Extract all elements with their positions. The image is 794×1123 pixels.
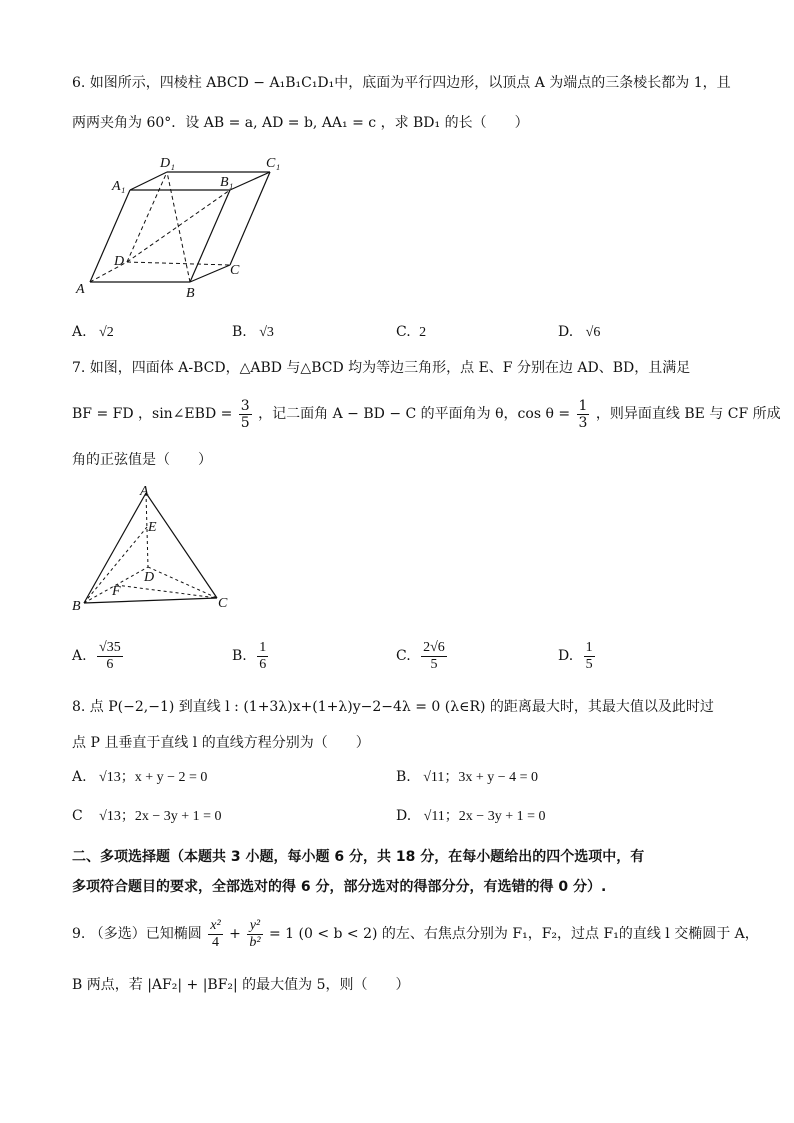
fraction-denominator: 5 bbox=[240, 414, 250, 431]
q6-stem-line2: 两两夹角为 60°．设 AB = a, AD = b, AA₁ = c ，求 BD₁ 的长（ ） bbox=[72, 115, 529, 131]
q6-option-c[interactable] bbox=[396, 322, 426, 343]
option-letter: D. bbox=[396, 808, 412, 824]
option-value: √11；2x − 3y + 1 = 0 bbox=[423, 809, 546, 824]
q9-fraction-x bbox=[208, 918, 222, 951]
fraction-denominator: 3 bbox=[578, 414, 588, 431]
q8-option-b[interactable] bbox=[396, 767, 538, 788]
option-value: √13；2x − 3y + 1 = 0 bbox=[99, 809, 222, 824]
fraction-denominator: 6 bbox=[259, 656, 267, 672]
option-letter: D. bbox=[558, 324, 574, 340]
q6-option-a[interactable] bbox=[72, 322, 114, 343]
option-letter: C. bbox=[396, 648, 411, 664]
q6-prism-figure bbox=[72, 150, 292, 305]
label-A: A bbox=[140, 484, 149, 499]
label-D: D bbox=[144, 570, 155, 585]
option-value: √6 bbox=[585, 325, 601, 340]
q6-option-b[interactable] bbox=[232, 322, 274, 343]
option-value: √13；x + y − 2 = 0 bbox=[99, 770, 208, 785]
label-D1: D₁ bbox=[160, 156, 175, 171]
label-B: B bbox=[186, 286, 195, 301]
fraction-numerator: √35 bbox=[99, 639, 121, 655]
label-F: F bbox=[112, 584, 121, 599]
q8-stem-line1: 8. 点 P(−2,−1) 到直线 l : (1+3λ)x+(1+λ)y−2−4λ = 0 (λ∈R) 的距离最大时，其最大值以及此时过 bbox=[72, 699, 714, 715]
q7-tetrahedron-figure bbox=[72, 483, 242, 613]
fraction-denominator: 6 bbox=[106, 656, 114, 672]
fraction-numerator: 2√6 bbox=[423, 639, 445, 655]
q9-stem-line2: B 两点，若 |AF₂| + |BF₂| 的最大值为 5，则（ ） bbox=[72, 977, 410, 993]
label-B1: B₁ bbox=[220, 175, 234, 190]
q7-fraction-cos bbox=[577, 398, 590, 431]
q7-fraction-sin bbox=[239, 398, 252, 431]
label-C1: C₁ bbox=[266, 156, 281, 171]
option-letter: C. bbox=[396, 324, 411, 340]
fraction-numerator: 1 bbox=[259, 639, 267, 655]
q7-text-b: ，记二面角 A − BD − C 的平面角为 θ，cos θ = bbox=[258, 406, 571, 422]
section2-heading-line1: 二、多项选择题（本题共 3 小题，每小题 6 分，共 18 分，在每小题给出的四个选项中，有 bbox=[72, 849, 645, 865]
fraction-denominator: b² bbox=[249, 934, 261, 950]
fraction-numerator: 1 bbox=[578, 397, 588, 414]
q7-option-a[interactable] bbox=[72, 636, 125, 676]
q7-stem-line1: 7. 如图，四面体 A-BCD，△ABD 与△BCD 均为等边三角形，点 E、F 分别在边 AD、BD，且满足 bbox=[72, 360, 691, 376]
option-value: √2 bbox=[99, 325, 114, 340]
q7-stem-line3: 角的正弦值是（ ） bbox=[72, 452, 212, 468]
option-fraction bbox=[421, 640, 447, 673]
label-A: A bbox=[76, 282, 85, 297]
label-B: B bbox=[72, 599, 81, 613]
q7-text-c: ，则异面直线 BE 与 CF 所成 bbox=[595, 406, 781, 422]
q7-option-d[interactable] bbox=[558, 636, 597, 676]
option-letter: A. bbox=[72, 769, 87, 785]
fraction-denominator: 5 bbox=[585, 656, 593, 672]
label-C: C bbox=[230, 263, 240, 278]
fraction-denominator: 4 bbox=[211, 934, 219, 950]
option-letter: B. bbox=[396, 769, 411, 785]
q6-stem-line1: 6. 如图所示，四棱柱 ABCD − A₁B₁C₁D₁中，底面为平行四边形，以顶点 A 为端点的三条棱长都为 1，且 bbox=[72, 75, 731, 91]
q9-fraction-y bbox=[247, 918, 262, 951]
fraction-numerator: 1 bbox=[585, 639, 593, 655]
option-letter: B. bbox=[232, 648, 247, 664]
label-D: D bbox=[114, 254, 125, 269]
option-value: √11；3x + y − 4 = 0 bbox=[423, 770, 539, 785]
option-letter: A. bbox=[72, 648, 87, 664]
q7-stem-line2 bbox=[72, 396, 781, 432]
q9-stem-line1 bbox=[72, 916, 759, 952]
option-fraction bbox=[97, 640, 123, 673]
q7-option-b[interactable] bbox=[232, 636, 270, 676]
label-E: E bbox=[148, 520, 157, 535]
option-letter: C bbox=[72, 808, 83, 824]
q6-option-d[interactable] bbox=[558, 322, 600, 343]
section2-heading-line2: 多项符合题目的要求，全部选对的得 6 分，部分选对的得部分分，有选错的得 0 分）. bbox=[72, 879, 607, 895]
q8-option-c[interactable] bbox=[72, 806, 222, 827]
option-letter: A. bbox=[72, 324, 87, 340]
fraction-numerator: y² bbox=[247, 918, 262, 935]
q8-stem-line2: 点 P 且垂直于直线 l 的直线方程分别为（ ） bbox=[72, 735, 370, 751]
option-fraction bbox=[584, 640, 595, 673]
q7-option-c[interactable] bbox=[396, 636, 449, 676]
q9-text-b: = 1 (0 < b < 2) 的左、右焦点分别为 F₁，F₂，过点 F₁的直线 l 交椭圆于 A， bbox=[268, 926, 759, 942]
option-letter: B. bbox=[232, 324, 247, 340]
q8-option-a[interactable] bbox=[72, 767, 207, 788]
q9-text-a: 9. （多选）已知椭圆 bbox=[72, 926, 202, 942]
fraction-numerator: x² bbox=[210, 917, 221, 933]
option-value: √3 bbox=[259, 325, 274, 340]
label-C: C bbox=[218, 596, 228, 611]
option-value: 2 bbox=[419, 325, 427, 340]
q8-option-d[interactable] bbox=[396, 806, 546, 827]
option-fraction bbox=[257, 640, 268, 673]
option-letter: D. bbox=[558, 648, 574, 664]
q7-text-a: BF = FD ，sin∠EBD = bbox=[72, 406, 233, 422]
label-A1: A₁ bbox=[112, 179, 126, 194]
fraction-numerator: 3 bbox=[240, 397, 250, 414]
fraction-denominator: 5 bbox=[430, 656, 438, 672]
plus-sign: + bbox=[229, 926, 241, 942]
